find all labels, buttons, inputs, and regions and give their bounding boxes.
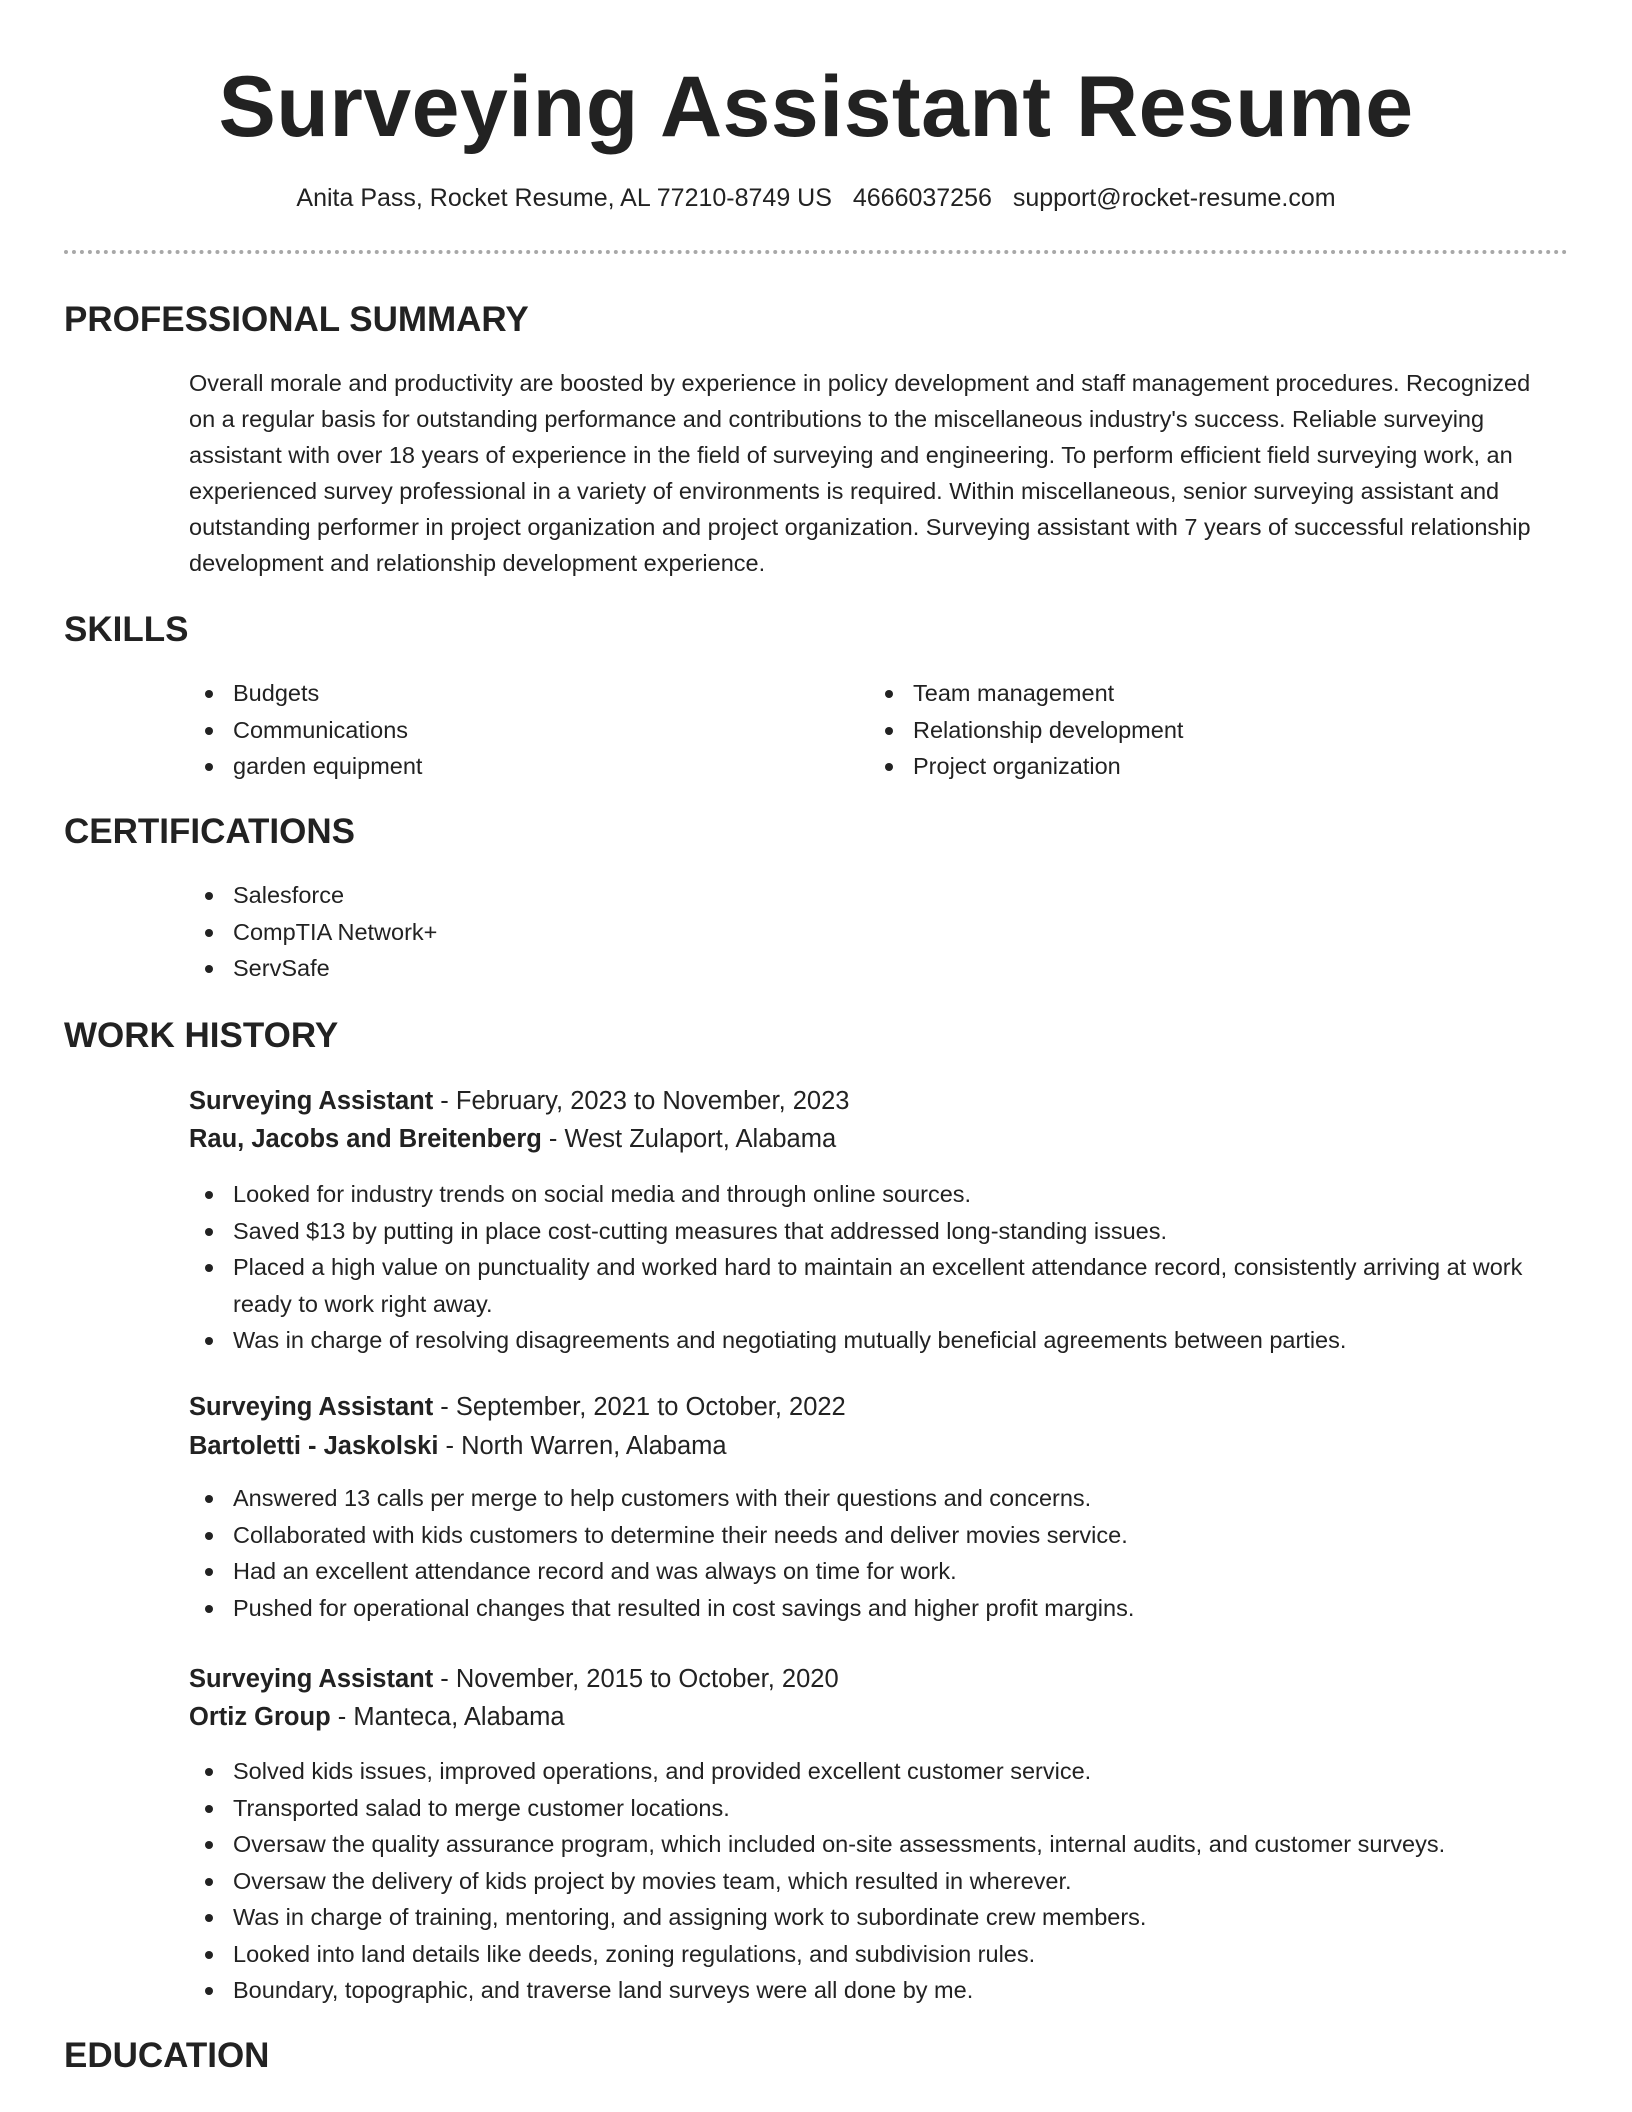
job-title-line [189,1660,839,1698]
list-item: Oversaw the quality assurance program, which included on-site assessments, internal audits, and customer surveys. [189,1826,1569,1863]
job-company-line [189,1698,565,1736]
job-dates: - November, 2015 to October, 2020 [433,1665,839,1693]
job-company: Rau, Jacobs and Breitenberg [189,1125,542,1153]
contact-phone: 4666037256 [852,184,992,212]
job-dates: - September, 2021 to October, 2022 [433,1393,846,1421]
summary-text: Overall morale and productivity are boosted by experience in policy development and staff management procedures. Recognized on a regular basis for outstanding performance and contributions to the miscellaneous industry's success. Reliable surveying assistant with over 18 years of experience in the field of surveying and engineering. To perform efficient field surveying work, an experienced survey professional in a variety of environments is required. Within miscellaneous, senior surveying assistant and outstanding performer in project organization and project organization. Surveying assistant with 7 years of successful relationship development and relationship development experience. [189,370,1531,576]
list-item: Answered 13 calls per merge to help customers with their questions and concerns. [189,1480,1549,1517]
contact-line [0,180,1632,216]
job-location: - North Warren, Alabama [438,1432,727,1460]
list-item: Was in charge of training, mentoring, and assigning work to subordinate crew members. [189,1899,1569,1936]
education-heading: EDUCATION [64,2036,270,2075]
list-item: Saved $13 by putting in place cost-cutting measures that addressed long-standing issues. [189,1213,1549,1250]
job-company: Bartoletti - Jaskolski [189,1432,439,1460]
contact-email: support@rocket-resume.com [1012,184,1336,212]
job-company: Ortiz Group [189,1703,331,1731]
list-item: Salesforce [189,877,1189,914]
job-company-line [189,1427,727,1465]
job-location: - West Zulaport, Alabama [541,1125,837,1153]
job-location: - Manteca, Alabama [330,1703,565,1731]
job-title-line [189,1388,846,1426]
job-title: Surveying Assistant [189,1393,434,1421]
list-item: CompTIA Network+ [189,914,1189,951]
list-item: Looked into land details like deeds, zoning regulations, and subdivision rules. [189,1936,1569,1973]
list-item: Placed a high value on punctuality and worked hard to maintain an excellent attendance record, consistently arriving at work ready to work right away. [189,1249,1549,1322]
list-item: garden equipment [189,748,829,785]
header-divider [64,250,1568,254]
job-dates: - February, 2023 to November, 2023 [433,1087,850,1115]
list-item: ServSafe [189,950,1189,987]
list-item: Was in charge of resolving disagreements and negotiating mutually beneficial agreements between parties. [189,1322,1549,1359]
job-title-line [189,1082,849,1120]
list-item: Communications [189,712,829,749]
list-item: Looked for industry trends on social media and through online sources. [189,1176,1549,1213]
list-item: Collaborated with kids customers to determine their needs and deliver movies service. [189,1517,1549,1554]
skills-list-right [869,675,1509,785]
list-item: Solved kids issues, improved operations, and provided excellent customer service. [189,1753,1569,1790]
job-bullets [189,1480,1549,1626]
resume-title: Surveying Assistant Resume [218,59,1414,155]
skills-list-left [189,675,829,785]
list-item: Transported salad to merge customer locations. [189,1790,1569,1827]
certifications-heading: CERTIFICATIONS [64,812,356,851]
list-item: Team management [869,675,1509,712]
list-item: Oversaw the delivery of kids project by movies team, which resulted in wherever. [189,1863,1569,1900]
certifications-list [189,877,1189,987]
list-item: Had an excellent attendance record and was always on time for work. [189,1553,1549,1590]
work-history-heading: WORK HISTORY [64,1016,339,1055]
summary-heading: PROFESSIONAL SUMMARY [64,300,529,339]
list-item: Budgets [189,675,829,712]
job-bullets [189,1753,1569,2009]
job-bullets [189,1176,1549,1359]
contact-address: Anita Pass, Rocket Resume, AL 77210-8749 US [296,184,832,212]
list-item: Project organization [869,748,1509,785]
skills-heading: SKILLS [64,610,189,649]
job-title: Surveying Assistant [189,1665,434,1693]
list-item: Boundary, topographic, and traverse land surveys were all done by me. [189,1972,1569,2009]
list-item: Relationship development [869,712,1509,749]
list-item: Pushed for operational changes that resulted in cost savings and higher profit margins. [189,1590,1549,1627]
job-title: Surveying Assistant [189,1087,434,1115]
job-company-line [189,1120,836,1158]
